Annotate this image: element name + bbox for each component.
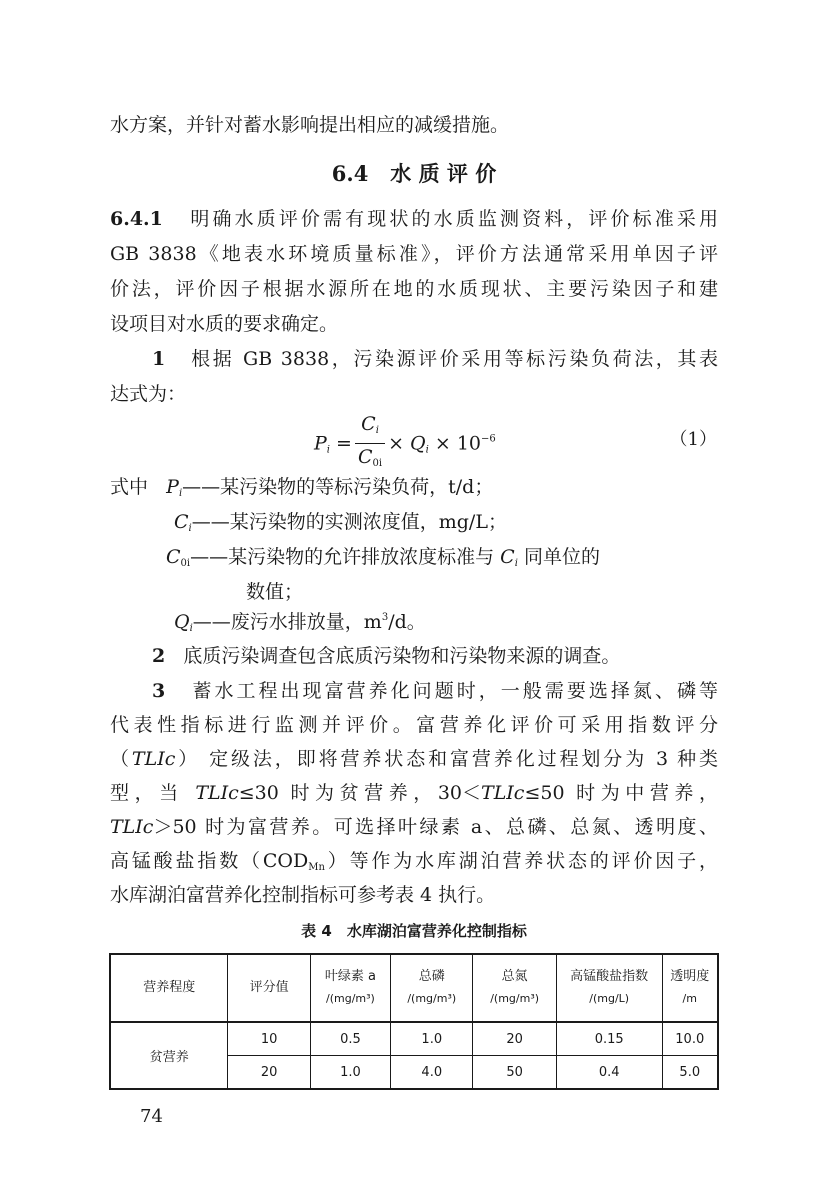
definition-line: $C_i——$某污染物的实测浓度值，mg/L； (174, 511, 507, 534)
table-row (110, 1022, 718, 1056)
paragraph-line: 代表性指标进行监测并评价。富营养化评价可采用指数评分 (110, 714, 718, 736)
table-cell: 0.4 (556, 1056, 662, 1090)
header-cell: 营养程度 (110, 954, 228, 1022)
table-cell: 1.0 (391, 1022, 473, 1056)
paragraph-line: 3 蓄水工程出现富营养化问题时，一般需要选择氮、磷等 (152, 680, 718, 702)
paragraph-line: 达式为： (110, 383, 187, 405)
header-cell: 总氮 /(mg/m³) (473, 954, 556, 1022)
group-cell: 贫营养 (110, 1022, 228, 1089)
paragraph-line: （TLIc） 定级法，即将营养状态和富营养化过程划分为 3 种类 (110, 748, 718, 770)
section-heading (110, 158, 718, 190)
formula-1: $P_i$ = $\frac{C_i}{C_{0i}}$ × $Q_i \times 10^{-6}$ (314, 412, 496, 468)
table-cell: 20 (473, 1022, 556, 1056)
item-number: 2 (152, 645, 166, 667)
definition-line: 式中 $P_i——$某污染物的等标污染负荷，t/d； (110, 476, 494, 499)
header-cell: 总磷 /(mg/m³) (391, 954, 473, 1022)
page-number: 74 (140, 1106, 163, 1127)
table-cell: 4.0 (391, 1056, 473, 1090)
paragraph-line: 水库湖泊富营养化控制指标可参考表 4 执行。 (110, 884, 496, 906)
formula-number: （1） (669, 429, 717, 450)
table-cell: 1.0 (310, 1056, 390, 1090)
header-cell: 叶绿素 a /(mg/m³) (310, 954, 390, 1022)
paragraph-line: 高锰酸盐指数$(COD_{Mn})$等作为水库湖泊营养状态的评价因子， (110, 850, 718, 873)
header-cell: 透明度 /m (662, 954, 718, 1022)
item-number: 3 (152, 680, 166, 702)
section-title: 水 质 评 价 (390, 161, 497, 186)
paragraph-line: 水方案，并针对蓄水影响提出相应的减缓措施。 (110, 114, 510, 136)
table-caption: 表 4 水库湖泊富营养化控制指标 (301, 922, 527, 940)
table-cell: 0.15 (556, 1022, 662, 1056)
table-cell: 0.5 (310, 1022, 390, 1056)
table-cell: 10.0 (662, 1022, 718, 1056)
paragraph-line: 2 底质污染调查包含底质污染物和污染物来源的调查。 (152, 645, 621, 667)
paragraph-line: 设项目对水质的要求确定。 (110, 313, 339, 335)
eutrophication-table (109, 953, 719, 1090)
table-cell: 5.0 (662, 1056, 718, 1090)
paragraph-line: 价法，评价因子根据水源所在地的水质现状、主要污染因子和建 (110, 278, 718, 300)
header-cell: 高锰酸盐指数 /(mg/L) (556, 954, 662, 1022)
definition-line: $C_{0i}——$某污染物的允许排放浓度标准与 $C_i$ 同单位的 (166, 546, 600, 569)
header-cell: 评分值 (228, 954, 310, 1022)
definition-line: $Q_i——$废污水排放量，$m^3/d$。 (174, 611, 426, 634)
table-cell: 50 (473, 1056, 556, 1090)
section-number: 6.4 (331, 161, 369, 186)
table-header-row (110, 954, 718, 1022)
paragraph-line: 6.4.1 明确水质评价需有现状的水质监测资料，评价标准采用 (110, 208, 718, 230)
paragraph-line: 型，当 TLIc≤30 时为贫营养，30＜TLIc≤50 时为中营养， (110, 782, 718, 804)
formula-fraction: $\frac{C_i}{C_{0i}}$ (355, 412, 385, 477)
paragraph-line: 1 根据 GB 3838，污染源评价采用等标污染负荷法，其表 (152, 348, 719, 370)
table-cell: 20 (228, 1056, 310, 1090)
clause-number: 6.4.1 (110, 208, 163, 230)
item-number: 1 (152, 348, 166, 370)
paragraph-line: TLIc＞50 时为富营养。可选择叶绿素 a、总磷、总氮、透明度、 (110, 816, 718, 838)
table-cell: 10 (228, 1022, 310, 1056)
definition-line: 数值； (246, 581, 304, 603)
paragraph-line: GB 3838《地表水环境质量标准》，评价方法通常采用单因子评 (110, 243, 718, 265)
